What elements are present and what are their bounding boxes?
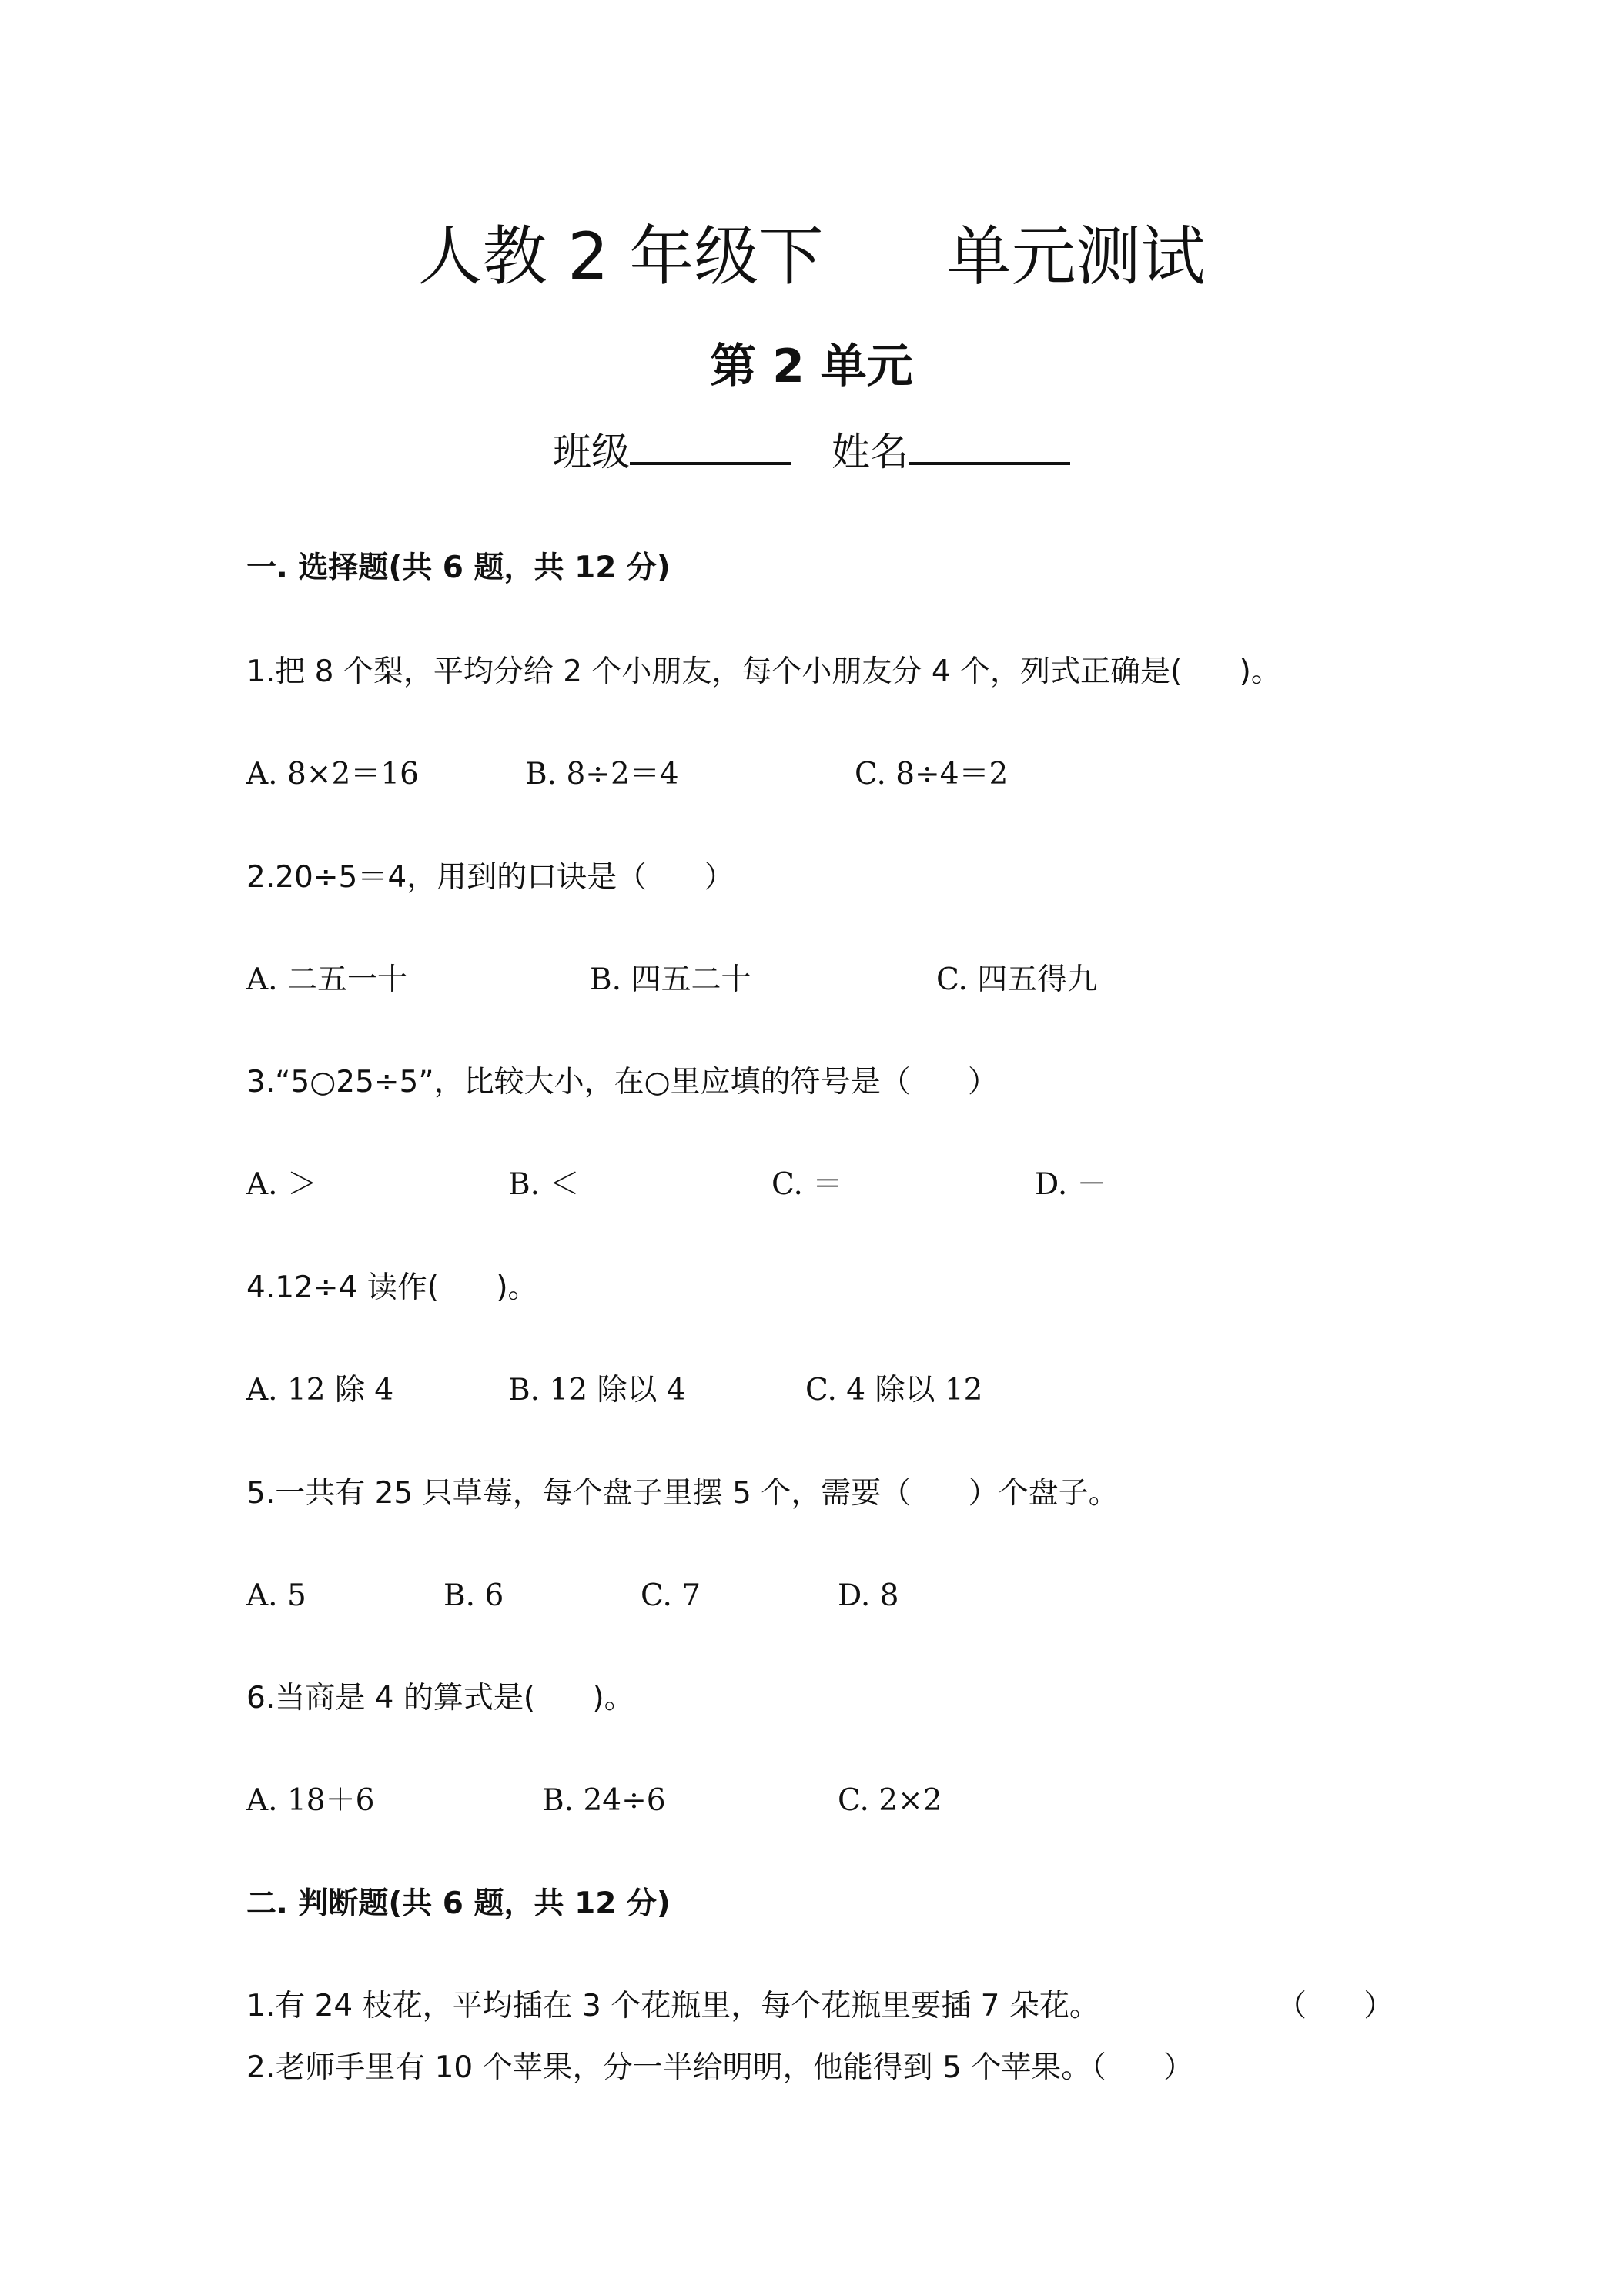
document-title: 人教 2 年级下 单元测试 xyxy=(417,219,1206,294)
option-c[interactable]: C. 4 除以 12 xyxy=(805,1373,983,1407)
option-a[interactable]: A. ＞ xyxy=(246,1167,317,1202)
option-c[interactable]: C. 8÷4＝2 xyxy=(855,757,1009,792)
option-b[interactable]: B. 8÷2＝4 xyxy=(525,757,679,792)
question-text: 4.12÷4 读作( )。 xyxy=(246,1270,538,1305)
option-c[interactable]: C. 7 xyxy=(641,1578,701,1613)
option-c[interactable]: C. 四五得九 xyxy=(936,962,1098,997)
options-row xyxy=(0,1163,1623,1207)
document-subtitle: 第 2 单元 xyxy=(710,340,913,393)
question-text: 5.一共有 25 只草莓，每个盘子里摆 5 个，需要（ ）个盘子。 xyxy=(246,1476,1119,1511)
option-a[interactable]: A. 18＋6 xyxy=(246,1783,375,1818)
option-a[interactable]: A. 二五一十 xyxy=(246,962,407,997)
option-b[interactable]: B. 24÷6 xyxy=(542,1783,666,1818)
question-text: 6.当商是 4 的算式是( )。 xyxy=(246,1681,634,1715)
options-row xyxy=(0,1779,1623,1822)
question-text: 3.“5○25÷5”，比较大小，在○里应填的符号是（ ） xyxy=(246,1065,998,1099)
option-a[interactable]: A. 8×2＝16 xyxy=(246,757,419,792)
options-row xyxy=(0,1369,1623,1412)
option-b[interactable]: B. 6 xyxy=(443,1578,504,1613)
question-text: 2.老师手里有 10 个苹果，分一半给明明，他能得到 5 个苹果。（ ） xyxy=(246,2050,1194,2085)
question-text: 1.把 8 个梨，平均分给 2 个小朋友，每个小朋友分 4 个，列式正确是( )。 xyxy=(246,654,1281,689)
option-b[interactable]: B. 四五二十 xyxy=(590,962,751,997)
name-label: 姓名 xyxy=(832,430,909,474)
option-b[interactable]: B. ＜ xyxy=(508,1167,580,1202)
answer-bracket[interactable]: （ ） xyxy=(1277,1989,1394,2023)
option-d[interactable]: D. 8 xyxy=(838,1578,899,1613)
question-text: 2.20÷5＝4，用到的口诀是（ ） xyxy=(246,860,735,895)
option-c[interactable]: C. ＝ xyxy=(771,1167,843,1202)
section-heading-judgement: 二. 判断题(共 6 题，共 12 分) xyxy=(246,1886,671,1921)
option-a[interactable]: A. 5 xyxy=(246,1578,306,1613)
options-row xyxy=(0,753,1623,796)
class-label: 班级 xyxy=(553,430,630,474)
option-b[interactable]: B. 12 除以 4 xyxy=(508,1373,686,1407)
options-row xyxy=(0,1575,1623,1618)
student-info-fields xyxy=(0,425,1623,479)
section-heading-choice: 一. 选择题(共 6 题，共 12 分) xyxy=(246,551,671,585)
option-a[interactable]: A. 12 除 4 xyxy=(246,1373,394,1407)
option-d[interactable]: D. － xyxy=(1035,1167,1107,1202)
option-c[interactable]: C. 2×2 xyxy=(838,1783,942,1818)
name-blank[interactable] xyxy=(909,425,1070,465)
class-blank[interactable] xyxy=(630,425,791,465)
question-text: 1.有 24 枝花，平均插在 3 个花瓶里，每个花瓶里要插 7 朵花。 xyxy=(246,1989,1099,2023)
options-row xyxy=(0,959,1623,1002)
